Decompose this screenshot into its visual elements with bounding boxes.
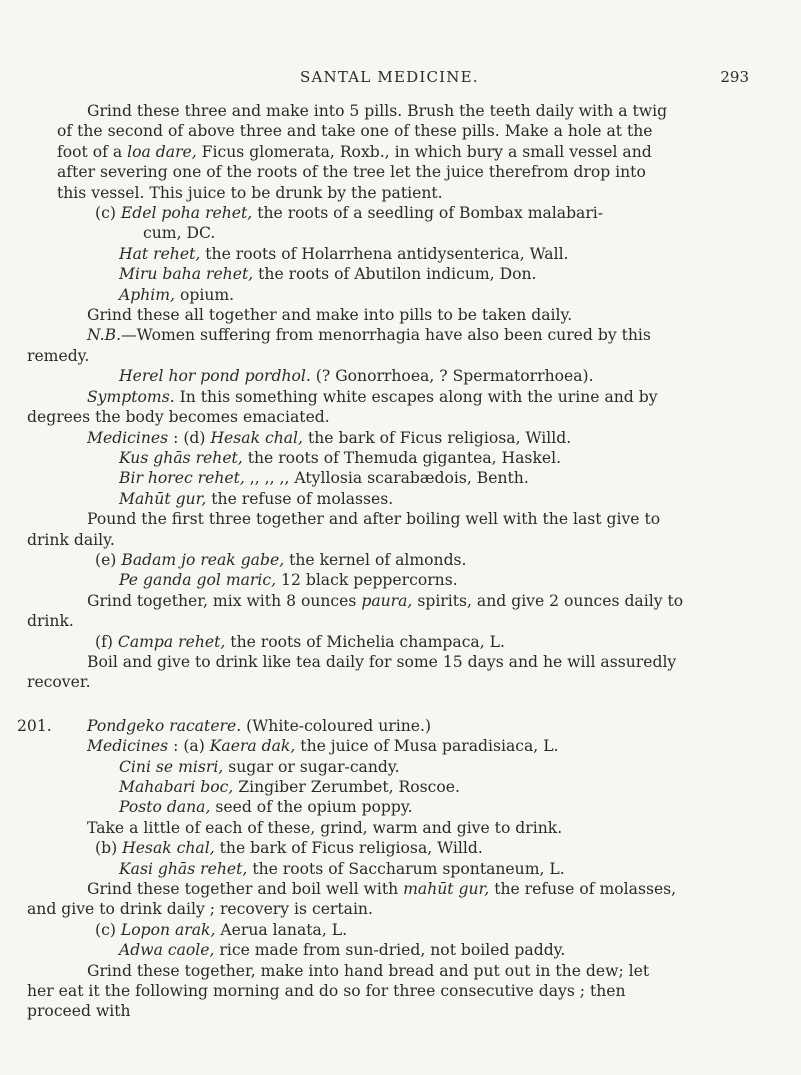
text-span: Grind these all together and make into pills to be taken daily. — [87, 306, 573, 325]
text-span: the roots of a seedling of Bombax malabari- — [252, 204, 604, 223]
text-span: Grind these together and boil well with — [87, 880, 404, 899]
text-span: opium. — [175, 285, 235, 304]
paragraph — [27, 591, 741, 632]
remedy-entry — [57, 632, 741, 652]
ingredient-line — [57, 264, 741, 284]
text-span: Zingiber Zerumbet, Roscoe. — [233, 778, 460, 796]
text-span: (b) — [95, 839, 123, 858]
text-span: (? Gonorrhoea, ? Spermatorrhoea). — [310, 367, 594, 386]
text-span: Pound the first three together and after boiling well with the last give to — [87, 510, 661, 529]
paragraph — [27, 879, 741, 920]
remedy-entry — [57, 838, 741, 858]
text-span: Badam jo reak gabe, — [121, 550, 285, 569]
text-span: Lopon arak, — [120, 920, 216, 939]
remedy-entry — [57, 550, 741, 570]
text-span: after severing one of the roots of the tree let the juice therefrom drop into — [57, 163, 646, 182]
text-span: Edel poha rehet, — [120, 204, 253, 223]
medicine-line — [57, 736, 741, 756]
text-span: Hesak chal, — [210, 428, 304, 447]
text-span: Hat rehet, — [119, 244, 201, 263]
text-span: Pe ganda gol maric, — [119, 571, 277, 590]
text-span: 12 black peppercorns. — [276, 571, 458, 590]
text-span: Medicines — [87, 428, 169, 447]
text-span: seed of the opium poppy. — [210, 798, 413, 817]
text-span: the roots of Abutilon indicum, Don. — [253, 265, 537, 284]
text-span: the bark of Ficus religiosa, Willd. — [303, 428, 572, 447]
paragraph — [57, 305, 741, 325]
text-span: and give to drink daily ; recovery is certain. — [27, 900, 373, 919]
text-span: spirits, and give 2 ounces daily to — [412, 591, 684, 610]
text-span: Pondgeko racatere. — [87, 716, 242, 735]
text-span: In this something white escapes along with the urine and by — [174, 387, 658, 406]
ingredient-line — [57, 859, 741, 879]
paragraph — [57, 818, 741, 838]
text-span: Kasi ghās rehet, — [119, 859, 248, 878]
paragraph — [27, 652, 741, 693]
text-span: the kernel of almonds. — [284, 550, 467, 569]
text-span: Mahūt gur, — [119, 489, 207, 508]
text-span: Grind together, mix with 8 ounces — [87, 591, 362, 610]
text-span: the juice of Musa paradisiaca, L. — [295, 737, 559, 756]
text-span: Boil and give to drink like tea daily for some 15 days and he will assuredly — [87, 652, 677, 671]
text-span: —Women suffering from menorrhagia have also been cured by this — [121, 326, 651, 345]
text-span: the roots of Saccharum spontaneum, L. — [247, 859, 565, 878]
text-span: Adwa caole, — [119, 941, 215, 960]
paragraph — [27, 961, 741, 1022]
ingredient-line — [57, 285, 741, 305]
text-span: : (a) — [168, 737, 210, 756]
text-span: Miru baha rehet, — [119, 265, 254, 284]
text-span: Mahabari boc, — [119, 778, 234, 796]
text-span: Cini se misri, — [119, 757, 224, 776]
text-span: (c) — [95, 920, 121, 939]
running-title: SANTAL MEDICINE. — [300, 68, 479, 86]
ingredient-line — [57, 244, 741, 264]
ingredient-line — [57, 940, 741, 960]
text-span: proceed with — [27, 1002, 131, 1021]
item-heading — [17, 716, 741, 736]
text-span: Grind these three and make into 5 pills. Brush the teeth daily with a twig — [87, 102, 668, 120]
text-span: foot of a — [57, 142, 128, 161]
text-span: loa dare, — [127, 142, 197, 161]
text-span: remedy. — [27, 346, 90, 365]
text-span: Aerua lanata, L. — [215, 920, 348, 939]
text-span: (e) — [95, 550, 122, 569]
page-number: 293 — [720, 68, 749, 86]
ingredient-line — [57, 797, 741, 817]
text-span: : (d) — [168, 428, 211, 447]
ingredient-line — [57, 570, 741, 590]
remedy-entry — [57, 920, 741, 940]
page-body — [17, 101, 741, 1022]
text-span: ,, ,, ,, Atyllosia scarabædois, Benth. — [244, 469, 529, 488]
text-span: Symptoms. — [87, 387, 175, 406]
text-span: N.B. — [87, 326, 122, 345]
paragraph — [27, 509, 741, 550]
text-span: mahūt gur, — [403, 880, 490, 899]
ingredient-line — [57, 777, 741, 797]
text-span: the bark of Ficus religiosa, Willd. — [214, 839, 483, 858]
text-span: the roots of Holarrhena antidysenterica, Wall. — [200, 244, 569, 263]
paragraph — [27, 387, 741, 428]
text-span: (f) — [95, 632, 118, 651]
medicine-line — [57, 428, 741, 448]
text-span: Hesak chal, — [122, 839, 215, 858]
paragraph — [57, 101, 741, 203]
text-span: (White-coloured urine.) — [241, 716, 432, 735]
ingredient-line — [57, 448, 741, 468]
text-span: Medicines — [87, 737, 169, 756]
text-span: the roots of Michelia champaca, L. — [225, 632, 505, 651]
text-span: paura, — [361, 591, 413, 610]
text-span: Grind these together, make into hand bread and put out in the dew; let — [87, 961, 650, 980]
text-span: Aphim, — [119, 285, 176, 304]
text-span: Kaera dak, — [209, 737, 296, 756]
text-span: Bir horec rehet, — [119, 469, 245, 488]
text-span: (c) — [95, 204, 121, 223]
text-span: drink daily. — [27, 530, 115, 549]
running-header — [0, 68, 801, 92]
text-span: her eat it the following morning and do so for three consecutive days ; then — [27, 982, 626, 1001]
text-span: the refuse of molasses, — [489, 880, 677, 899]
text-span: recover. — [27, 673, 91, 692]
text-span: the roots of Themuda gigantea, Haskel. — [242, 448, 562, 467]
item-number: 201. — [17, 716, 52, 735]
text-span: Ficus glomerata, Roxb., in which bury a small vessel and — [196, 142, 652, 161]
ingredient-line — [57, 489, 741, 509]
disease-heading — [57, 366, 741, 386]
text-span: Posto dana, — [119, 798, 211, 817]
paragraph — [27, 325, 741, 366]
text-span: Take a little of each of these, grind, warm and give to drink. — [87, 818, 563, 837]
text-span: drink. — [27, 612, 74, 631]
ingredient-line — [57, 757, 741, 777]
remedy-entry — [57, 203, 741, 244]
text-span: the refuse of molasses. — [206, 489, 394, 508]
text-span: Campa rehet, — [117, 632, 226, 651]
text-span: of the second of above three and take one of these pills. Make a hole at the — [57, 122, 653, 141]
text-span: Herel hor pond pordhol. — [119, 367, 311, 386]
ingredient-line — [57, 468, 741, 488]
text-span: degrees the body becomes emaciated. — [27, 408, 330, 427]
text-span: rice made from sun-dried, not boiled paddy. — [214, 941, 566, 960]
text-span: sugar or sugar-candy. — [223, 757, 400, 776]
text-span: this vessel. This juice to be drunk by the patient. — [57, 183, 443, 202]
text-span: cum, DC. — [143, 224, 216, 243]
text-span: Kus ghās rehet, — [119, 448, 243, 467]
